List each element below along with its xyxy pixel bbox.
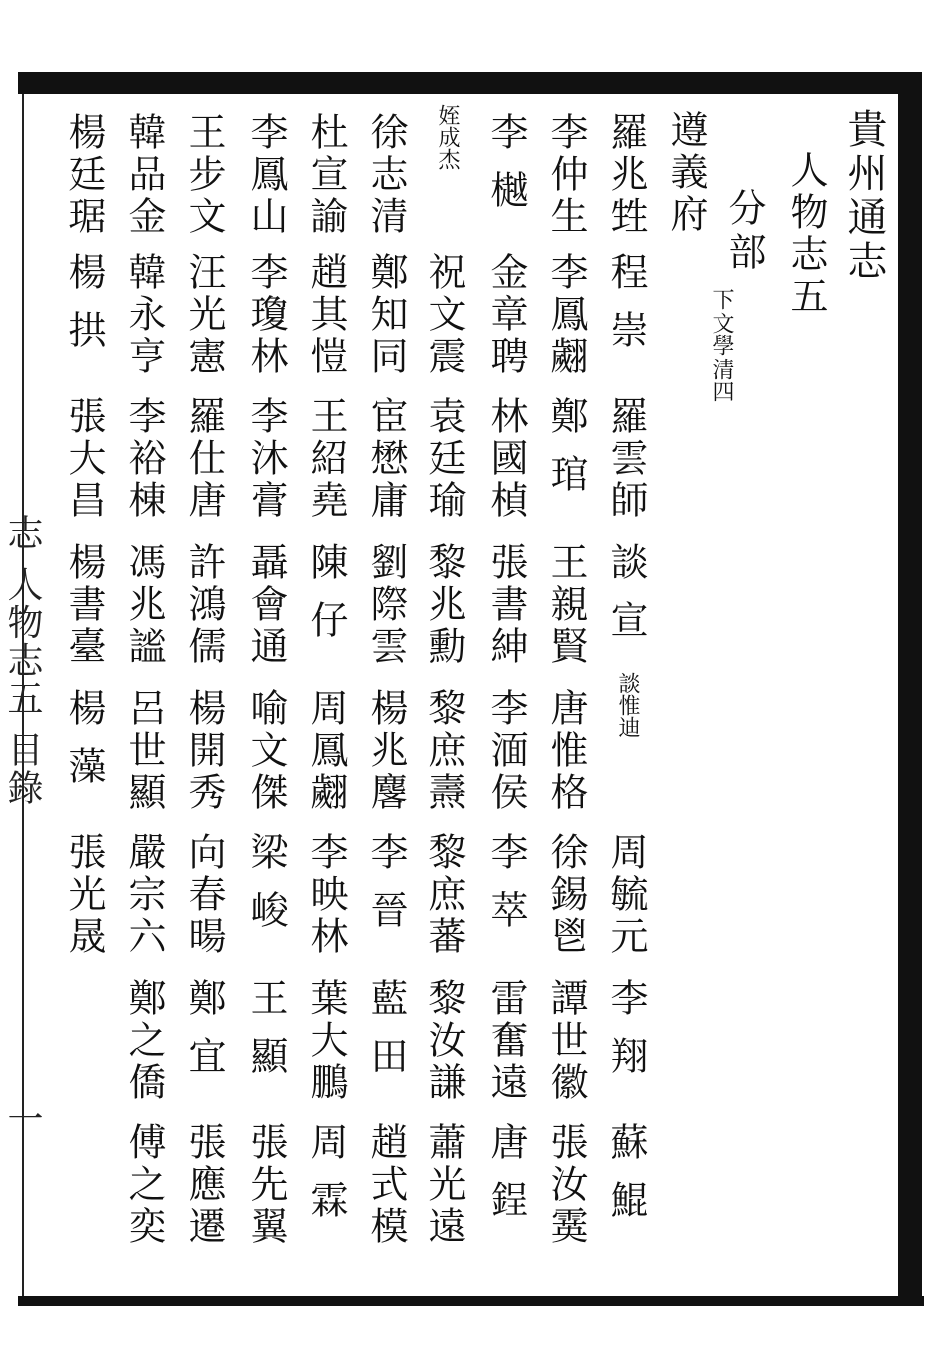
prefecture-heading: 遵義府	[664, 110, 708, 236]
person-name: 李瓊林	[244, 252, 288, 378]
page-border-bottom	[18, 1296, 924, 1306]
person-name: 許鴻儒	[182, 542, 226, 668]
name-column	[120, 112, 168, 1272]
person-name: 趙式模	[364, 1122, 408, 1248]
name-column	[180, 112, 228, 1272]
person-name: 韓永亨	[122, 252, 166, 378]
person-name: 楊開秀	[182, 688, 226, 814]
person-name: 李鳳翽	[544, 252, 588, 378]
person-name: 袁廷瑜	[422, 396, 466, 522]
page-border-right	[898, 72, 922, 1306]
person-name: 王紹堯	[304, 396, 348, 522]
person-name: 譚世徽	[544, 978, 588, 1104]
person-name: 梁 峻	[244, 832, 288, 933]
person-name: 李 萃	[484, 832, 528, 933]
person-name: 楊兆麐	[364, 688, 408, 814]
person-name: 張書紳	[484, 542, 528, 668]
margin-strip	[0, 94, 44, 1296]
person-name: 雷奮遠	[484, 978, 528, 1104]
person-name: 金章聘	[484, 252, 528, 378]
person-name: 向春暘	[182, 832, 226, 958]
name-annotation: 談惟迪	[615, 672, 640, 738]
name-column	[420, 104, 468, 1272]
person-name: 劉際雲	[364, 542, 408, 668]
person-name: 王步文	[182, 112, 226, 238]
person-name: 楊書臺	[62, 542, 106, 668]
section-note-line: 下	[709, 288, 734, 310]
person-name: 杜宣諭	[304, 112, 348, 238]
name-column	[60, 112, 108, 1272]
person-name: 楊 拱	[62, 252, 106, 353]
volume-title: 人物志五	[784, 150, 828, 318]
person-name: 鄭知同	[364, 252, 408, 378]
person-name: 唐 鋥	[484, 1122, 528, 1223]
person-name: 蘇 鯤	[604, 1122, 648, 1223]
person-name: 黎庶蕃	[422, 832, 466, 958]
margin-volume-label: 人物志五	[2, 565, 43, 718]
section-note-line: 清四	[709, 358, 734, 402]
person-name: 鄭之僑	[122, 978, 166, 1104]
section-note-line: 文學	[709, 312, 734, 356]
book-title: 貴州通志	[841, 108, 887, 284]
person-name: 李映林	[304, 832, 348, 958]
person-name: 聶會通	[244, 542, 288, 668]
person-name: 羅仕唐	[182, 396, 226, 522]
person-name: 張光晟	[62, 832, 106, 958]
person-name: 李 晉	[364, 832, 408, 933]
person-name: 嚴宗六	[122, 832, 166, 958]
person-name: 趙其愷	[304, 252, 348, 378]
person-name: 張汝霙	[544, 1122, 588, 1248]
section-note	[706, 288, 736, 402]
person-name: 葉大鵬	[304, 978, 348, 1104]
person-name: 李 樾	[484, 112, 528, 213]
person-name: 羅兆甡	[604, 112, 648, 238]
margin-toc-label: 目錄	[2, 730, 43, 807]
person-name: 汪光憲	[182, 252, 226, 378]
page-border-top	[18, 72, 918, 94]
person-name: 徐錫鬯	[544, 832, 588, 958]
person-name: 談 宣	[604, 542, 648, 643]
person-name: 傅之奕	[122, 1122, 166, 1248]
person-name: 李 翔	[604, 978, 648, 1079]
name-annotation: 姪成杰	[435, 104, 460, 170]
person-name: 蕭光遠	[422, 1122, 466, 1248]
person-name: 張應遷	[182, 1122, 226, 1248]
person-name: 李裕棟	[122, 396, 166, 522]
person-name: 王親賢	[544, 542, 588, 668]
person-name: 韓品金	[122, 112, 166, 238]
person-name: 羅雲師	[604, 396, 648, 522]
name-column	[242, 112, 290, 1272]
person-name: 祝文震	[422, 252, 466, 378]
person-name: 陳 仔	[304, 542, 348, 643]
margin-title-fragment: 志	[2, 514, 43, 552]
person-name: 李湎侯	[484, 688, 528, 814]
person-name: 馮兆謐	[122, 542, 166, 668]
person-name: 李沐膏	[244, 396, 288, 522]
margin-folio: 一	[2, 1100, 43, 1139]
person-name: 黎汝謙	[422, 978, 466, 1104]
person-name: 鄭 宜	[182, 978, 226, 1079]
name-column	[362, 112, 410, 1272]
person-name: 黎兆勳	[422, 542, 466, 668]
person-name: 李仲生	[544, 112, 588, 238]
name-column	[302, 112, 350, 1272]
section-name: 分部	[722, 188, 766, 276]
person-name: 鄭 琯	[544, 396, 588, 497]
person-name: 張先翼	[244, 1122, 288, 1248]
person-name: 黎庶燾	[422, 688, 466, 814]
person-name: 程 崇	[604, 252, 648, 353]
name-column	[542, 112, 590, 1272]
person-name: 徐志清	[364, 112, 408, 238]
person-name: 楊廷琚	[62, 112, 106, 238]
name-column	[482, 112, 530, 1272]
name-column	[602, 112, 650, 1272]
person-name: 唐惟格	[544, 688, 588, 814]
person-name: 王 顯	[244, 978, 288, 1079]
person-name: 周 霖	[304, 1122, 348, 1223]
person-name: 李鳳山	[244, 112, 288, 238]
person-name: 張大昌	[62, 396, 106, 522]
person-name: 呂世顯	[122, 688, 166, 814]
person-name: 喻文傑	[244, 688, 288, 814]
person-name: 藍 田	[364, 978, 408, 1079]
person-name: 周毓元	[604, 832, 648, 958]
person-name: 林國楨	[484, 396, 528, 522]
person-name: 宦懋庸	[364, 396, 408, 522]
person-name: 周鳳翽	[304, 688, 348, 814]
person-name: 楊 藻	[62, 688, 106, 789]
